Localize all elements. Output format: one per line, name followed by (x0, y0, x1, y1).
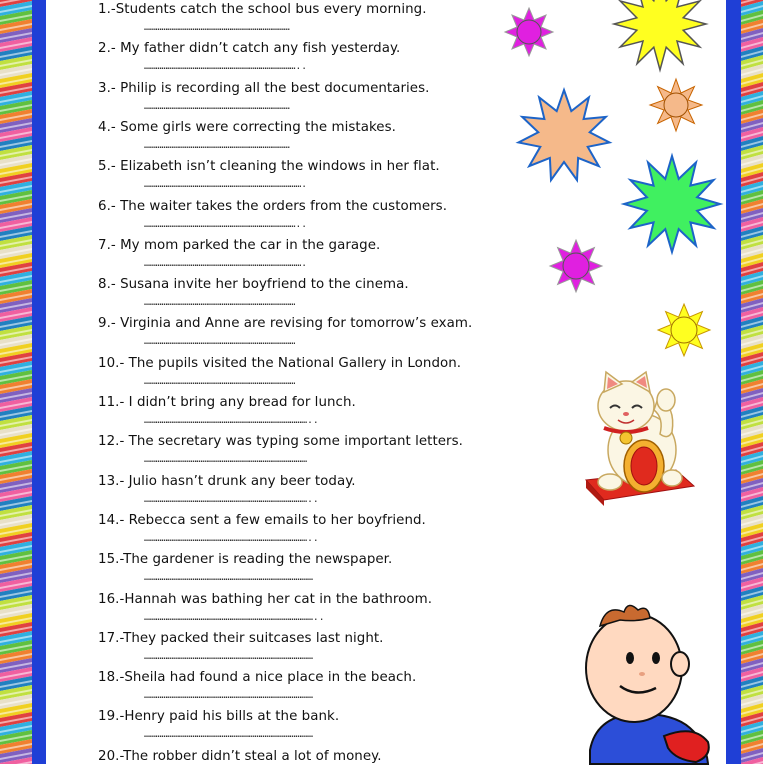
sentence-3: 3.- Philip is recording all the best documentaries. (98, 80, 430, 96)
sentence-2: 2.- My father didn’t catch any fish yesterday. (98, 41, 401, 57)
answer-line-13[interactable]: ………………………………………………………………………….. (144, 493, 319, 505)
answer-line-7[interactable]: ………………………………………………………………………. (144, 257, 307, 269)
answer-line-10[interactable]: …………………………………………………………………… (144, 375, 296, 387)
sentence-11: 11.- I didn’t bring any bread for lunch. (98, 395, 356, 410)
magenta-star-icon (552, 238, 600, 294)
magenta-star-icon (506, 6, 552, 58)
answer-line-18[interactable]: …………………………………………………………………………… (144, 690, 313, 702)
peach-star-icon (520, 84, 608, 188)
answer-line-3[interactable]: ………………………………………………………………… (144, 100, 290, 112)
yellow-star-icon (660, 302, 708, 358)
sentence-8: 8.- Susana invite her boyfriend to the cinema. (98, 277, 409, 293)
sentence-15: 15.-The gardener is reading the newspaper. (98, 552, 393, 568)
answer-line-17[interactable]: …………………………………………………………………………… (144, 650, 313, 662)
sentence-6: 6.- The waiter takes the orders from the customers. (98, 198, 448, 214)
answer-line-19[interactable]: …………………………………………………………………………… (144, 729, 313, 741)
sentence-16: 16.-Hannah was bathing her cat in the bathroom. (98, 591, 433, 607)
sentence-12: 12.- The secretary was typing some important letters. (98, 434, 463, 450)
answer-line-12[interactable]: ………………………………………………………………………… (144, 454, 307, 466)
left-striped-border (0, 0, 32, 764)
sentence-1: 1.-Students catch the school bus every morning. (98, 2, 427, 17)
answer-line-2[interactable]: …………………………………………………………………….. (144, 61, 307, 73)
answer-line-11[interactable]: ………………………………………………………………………….. (144, 415, 319, 426)
sentence-13: 13.- Julio hasn’t drunk any beer today. (98, 473, 356, 489)
answer-line-9[interactable]: …………………………………………………………………… (144, 336, 296, 348)
worksheet (48, 0, 726, 764)
answer-line-6[interactable]: …………………………………………………………………….. (144, 218, 307, 230)
sentence-18: 18.-Sheila had found a nice place in the beach. (98, 670, 417, 686)
green-star-icon (626, 154, 718, 254)
lucky-cat-figure (580, 370, 698, 506)
answer-line-4[interactable]: ………………………………………………………………… (144, 139, 290, 151)
answer-line-8[interactable]: …………………………………………………………………… (144, 297, 296, 309)
left-blue-border (32, 0, 46, 764)
sentence-7: 7.- My mom parked the car in the garage. (98, 237, 381, 253)
answer-line-1[interactable]: ………………………………………………………………… (144, 22, 290, 33)
right-striped-border (741, 0, 763, 764)
sentence-20: 20.-The robber didn’t steal a lot of money. (98, 748, 382, 764)
answer-line-5[interactable]: ………………………………………………………………………. (144, 179, 307, 191)
sentence-14: 14.- Rebecca sent a few emails to her boyfriend. (98, 512, 426, 528)
sentence-10: 10.- The pupils visited the National Gallery in London. (98, 355, 462, 371)
answer-line-15[interactable]: …………………………………………………………………………… (144, 572, 313, 584)
sentence-5: 5.- Elizabeth isn’t cleaning the windows in her flat. (98, 159, 440, 175)
answer-line-16[interactable]: …………………………………………………………………………….. (144, 611, 325, 623)
cartoon-boy-figure (576, 600, 726, 770)
sentence-19: 19.-Henry paid his bills at the bank. (98, 709, 340, 725)
yellow-star-icon (614, 0, 706, 62)
sentence-9: 9.- Virginia and Anne are revising for tomorrow’s exam. (98, 316, 473, 332)
right-blue-border (726, 0, 741, 764)
sentence-4: 4.- Some girls were correcting the mistakes. (98, 119, 396, 135)
answer-line-14[interactable]: ………………………………………………………………………….. (144, 532, 319, 544)
peach-star-icon (652, 78, 700, 132)
sentence-17: 17.-They packed their suitcases last night. (98, 630, 384, 646)
